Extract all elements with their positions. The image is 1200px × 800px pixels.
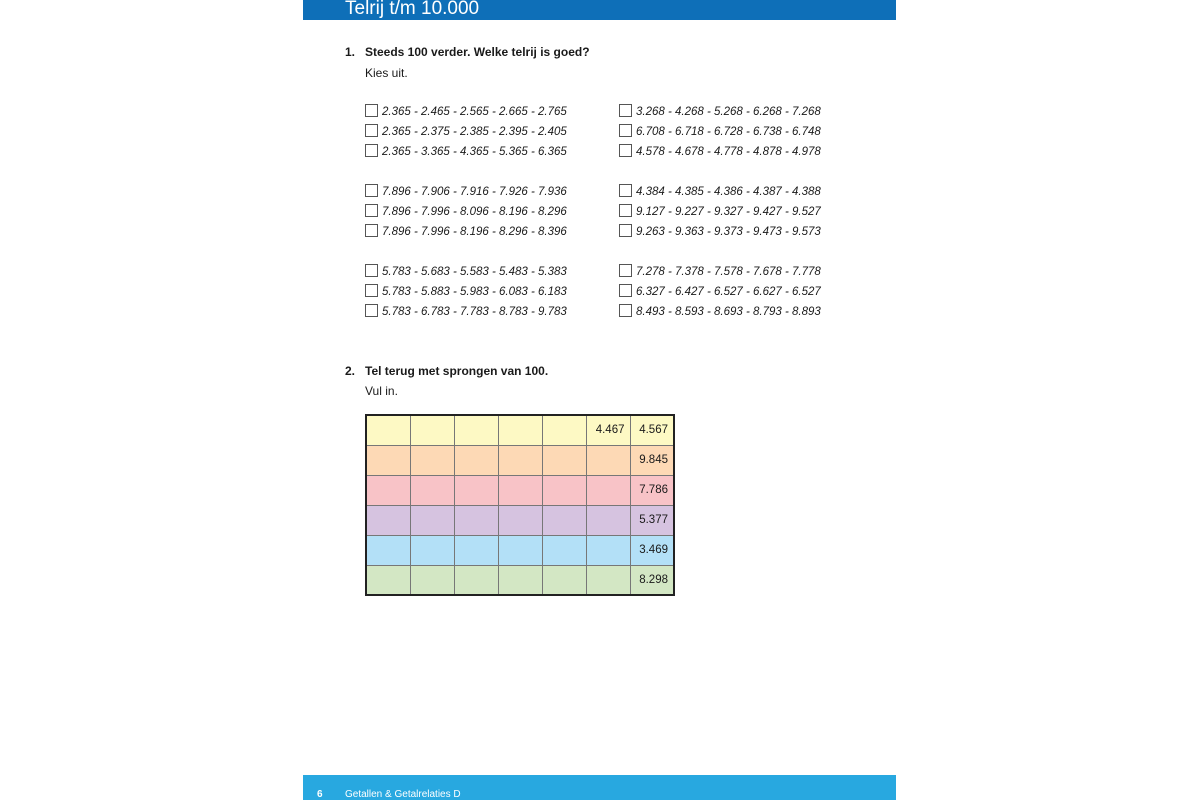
option-label: 4.384 - 4.385 - 4.386 - 4.387 - 4.388 [636, 186, 821, 198]
option-group [619, 102, 821, 162]
question-1-number: 1. [345, 45, 356, 59]
answer-cell[interactable] [542, 565, 586, 595]
option-label: 6.327 - 6.427 - 6.527 - 6.627 - 6.527 [636, 286, 821, 298]
option-label: 2.365 - 2.465 - 2.565 - 2.665 - 2.765 [382, 106, 567, 118]
checkbox[interactable] [619, 224, 632, 237]
option-label: 7.278 - 7.378 - 7.578 - 7.678 - 7.778 [636, 266, 821, 278]
grid-row [366, 505, 674, 535]
answer-cell[interactable] [498, 505, 542, 535]
answer-cell[interactable] [454, 445, 498, 475]
answer-cell[interactable] [366, 415, 410, 445]
option-item[interactable] [365, 182, 567, 202]
count-back-grid [365, 414, 675, 596]
option-label: 8.493 - 8.593 - 8.693 - 8.793 - 8.893 [636, 306, 821, 318]
question-1-instruction: Kies uit. [365, 66, 408, 80]
grid-row [366, 475, 674, 505]
worksheet-page [303, 0, 896, 800]
option-item[interactable] [365, 142, 567, 162]
option-label: 7.896 - 7.996 - 8.096 - 8.196 - 8.296 [382, 206, 567, 218]
option-label: 3.268 - 4.268 - 5.268 - 6.268 - 7.268 [636, 106, 821, 118]
option-label: 2.365 - 2.375 - 2.385 - 2.395 - 2.405 [382, 126, 567, 138]
question-2-instruction: Vul in. [365, 384, 398, 398]
given-number-cell: 8.298 [630, 565, 674, 595]
answer-cell[interactable] [586, 535, 630, 565]
answer-cell[interactable] [498, 445, 542, 475]
checkbox[interactable] [365, 204, 378, 217]
grid-row [366, 415, 674, 445]
answer-cell[interactable] [410, 535, 454, 565]
checkbox[interactable] [619, 124, 632, 137]
answer-cell[interactable] [542, 535, 586, 565]
checkbox[interactable] [619, 144, 632, 157]
option-item[interactable] [365, 302, 567, 322]
page-title: Telrij t/m 10.000 [345, 0, 480, 19]
answer-cell[interactable] [410, 565, 454, 595]
option-item[interactable] [619, 122, 821, 142]
question-1-title: Steeds 100 verder. Welke telrij is goed? [365, 45, 590, 59]
page-number: 6 [317, 789, 323, 800]
option-item[interactable] [365, 222, 567, 242]
book-title: Getallen & Getalrelaties D [345, 789, 461, 800]
checkbox[interactable] [365, 224, 378, 237]
grid-row [366, 535, 674, 565]
checkbox[interactable] [619, 104, 632, 117]
checkbox[interactable] [365, 284, 378, 297]
given-number-cell: 5.377 [630, 505, 674, 535]
question-2-number: 2. [345, 364, 356, 378]
answer-cell[interactable] [498, 475, 542, 505]
checkbox[interactable] [365, 104, 378, 117]
option-item[interactable] [619, 302, 821, 322]
option-label: 4.578 - 4.678 - 4.778 - 4.878 - 4.978 [636, 146, 821, 158]
checkbox[interactable] [365, 144, 378, 157]
footer-bar [303, 775, 896, 800]
option-item[interactable] [365, 202, 567, 222]
checkbox[interactable] [365, 124, 378, 137]
option-item[interactable] [619, 282, 821, 302]
answer-cell[interactable] [454, 505, 498, 535]
option-label: 5.783 - 5.883 - 5.983 - 6.083 - 6.183 [382, 286, 567, 298]
question-2-title: Tel terug met sprongen van 100. [365, 364, 549, 378]
checkbox[interactable] [365, 304, 378, 317]
answer-cell[interactable] [542, 475, 586, 505]
option-item[interactable] [619, 102, 821, 122]
given-number-cell: 3.469 [630, 535, 674, 565]
option-item[interactable] [619, 182, 821, 202]
answer-cell[interactable] [498, 535, 542, 565]
option-label: 2.365 - 3.365 - 4.365 - 5.365 - 6.365 [382, 146, 567, 158]
answer-cell[interactable] [366, 475, 410, 505]
option-label: 9.263 - 9.363 - 9.373 - 9.473 - 9.573 [636, 226, 821, 238]
option-label: 7.896 - 7.906 - 7.916 - 7.926 - 7.936 [382, 186, 567, 198]
option-item[interactable] [619, 222, 821, 242]
answer-cell[interactable] [498, 565, 542, 595]
option-item[interactable] [619, 202, 821, 222]
given-number-cell: 4.467 [586, 415, 630, 445]
given-number-cell: 7.786 [630, 475, 674, 505]
option-group [619, 262, 821, 322]
answer-cell[interactable] [454, 535, 498, 565]
given-number-cell: 4.567 [630, 415, 674, 445]
option-group [619, 182, 821, 242]
answer-cell[interactable] [586, 565, 630, 595]
checkbox[interactable] [619, 264, 632, 277]
answer-cell[interactable] [410, 445, 454, 475]
answer-cell[interactable] [586, 505, 630, 535]
option-group [365, 182, 567, 242]
checkbox[interactable] [365, 264, 378, 277]
option-label: 9.127 - 9.227 - 9.327 - 9.427 - 9.527 [636, 206, 821, 218]
header-bar [303, 0, 896, 20]
option-item[interactable] [619, 262, 821, 282]
answer-cell[interactable] [454, 415, 498, 445]
option-group [365, 102, 567, 162]
checkbox[interactable] [619, 304, 632, 317]
answer-cell[interactable] [542, 445, 586, 475]
answer-cell[interactable] [454, 475, 498, 505]
answer-cell[interactable] [410, 505, 454, 535]
option-item[interactable] [365, 122, 567, 142]
answer-cell[interactable] [586, 475, 630, 505]
answer-cell[interactable] [366, 505, 410, 535]
option-item[interactable] [619, 142, 821, 162]
option-label: 5.783 - 6.783 - 7.783 - 8.783 - 9.783 [382, 306, 567, 318]
option-label: 5.783 - 5.683 - 5.583 - 5.483 - 5.383 [382, 266, 567, 278]
answer-cell[interactable] [498, 415, 542, 445]
option-item[interactable] [365, 262, 567, 282]
answer-cell[interactable] [366, 565, 410, 595]
answer-cell[interactable] [586, 445, 630, 475]
answer-cell[interactable] [366, 445, 410, 475]
checkbox[interactable] [619, 284, 632, 297]
answer-cell[interactable] [410, 475, 454, 505]
answer-cell[interactable] [542, 505, 586, 535]
option-item[interactable] [365, 282, 567, 302]
given-number-cell: 9.845 [630, 445, 674, 475]
checkbox[interactable] [619, 184, 632, 197]
grid-row [366, 445, 674, 475]
option-group [365, 262, 567, 322]
option-label: 7.896 - 7.996 - 8.196 - 8.296 - 8.396 [382, 226, 567, 238]
answer-cell[interactable] [454, 565, 498, 595]
answer-cell[interactable] [542, 415, 586, 445]
grid-row [366, 565, 674, 595]
answer-cell[interactable] [366, 535, 410, 565]
option-label: 6.708 - 6.718 - 6.728 - 6.738 - 6.748 [636, 126, 821, 138]
checkbox[interactable] [619, 204, 632, 217]
checkbox[interactable] [365, 184, 378, 197]
option-item[interactable] [365, 102, 567, 122]
answer-cell[interactable] [410, 415, 454, 445]
